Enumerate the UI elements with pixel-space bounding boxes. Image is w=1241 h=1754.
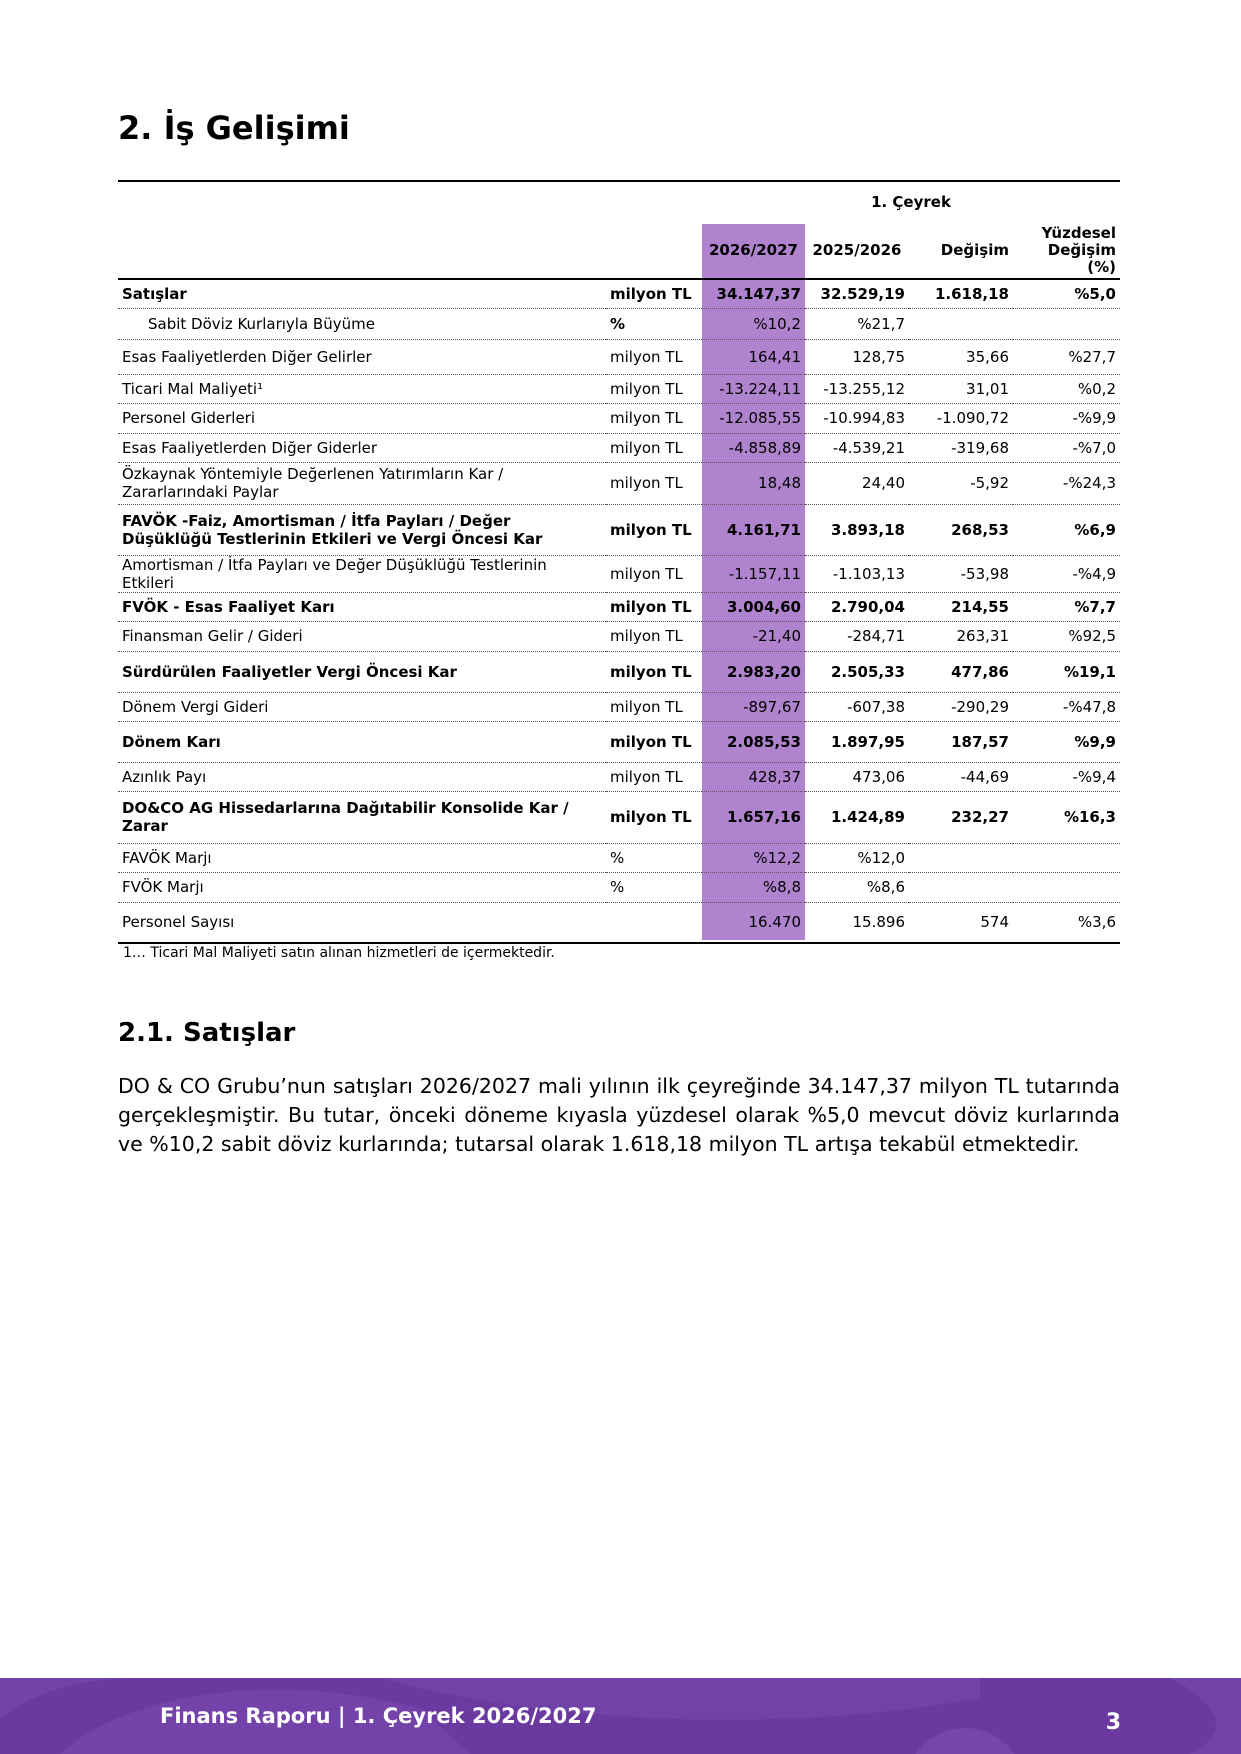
value-previous: 473,06 (852, 767, 905, 786)
row-label: Esas Faaliyetlerden Diğer Giderler (122, 438, 378, 457)
value-previous: -1.103,13 (832, 564, 905, 583)
value-previous: -13.255,12 (823, 379, 905, 398)
row-unit: % (610, 878, 625, 896)
value-percent-change: %19,1 (1063, 662, 1116, 681)
value-previous: 2.505,33 (830, 662, 905, 681)
table-row (118, 791, 1120, 843)
value-percent-change: -%9,4 (1072, 767, 1116, 786)
row-unit: % (610, 848, 625, 867)
row-label: Özkaynak Yöntemiyle Değerlenen Yatırımların Kar / Zararlarındaki Paylar (122, 465, 504, 501)
row-unit: milyon TL (610, 597, 692, 616)
table-row (118, 872, 1120, 902)
value-percent-change: %5,0 (1074, 284, 1116, 303)
value-change: -290,29 (951, 697, 1009, 716)
value-previous: 2.790,04 (830, 597, 905, 616)
row-unit: milyon TL (610, 438, 683, 457)
column-header-change: Değişim (940, 240, 1009, 259)
body-paragraph: DO & CO Grubu’nun satışları 2026/2027 mali yılının ilk çeyreğinde 34.147,37 milyon TL tutarında gerçekleşmiştir. Bu tutar, önceki döneme kıyasla yüzdesel olarak %5,0 mevcut döviz kurlarında ve %10,2 sabit döviz kurlarında; tutarsal olarak 1.618,18 milyon TL artışa tekabül etmektedir. (118, 1074, 1120, 1156)
value-previous: 1.424,89 (830, 808, 905, 826)
row-unit: milyon TL (610, 379, 683, 398)
value-previous: 128,75 (852, 347, 905, 366)
value-current: 16.470 (748, 913, 801, 932)
value-change: 263,31 (956, 627, 1009, 645)
value-previous: -607,38 (847, 697, 905, 716)
row-unit: milyon TL (610, 564, 683, 583)
page-number: 3 (1105, 1710, 1121, 1735)
table-row (118, 339, 1120, 374)
value-change: 232,27 (951, 808, 1009, 826)
value-change: 214,55 (951, 597, 1009, 616)
value-percent-change: -%9,9 (1072, 409, 1116, 427)
row-label: Satışlar (122, 284, 187, 303)
value-current: 1.657,16 (726, 808, 801, 826)
row-unit: milyon TL (610, 808, 692, 826)
row-label: Sabit Döviz Kurlarıyla Büyüme (148, 314, 375, 333)
value-change (909, 843, 1013, 872)
value-percent-change: %27,7 (1068, 347, 1116, 366)
table-body (118, 279, 1120, 943)
value-current: -21,40 (752, 627, 801, 645)
financial-summary-table (118, 180, 1120, 944)
group-header-row (118, 181, 1120, 222)
value-change: 35,66 (966, 347, 1009, 366)
value-current: 428,37 (748, 767, 801, 786)
value-current: 34.147,37 (716, 284, 801, 303)
table-row (118, 433, 1120, 462)
value-previous: 1.897,95 (830, 732, 905, 751)
value-previous: -284,71 (847, 627, 905, 645)
value-percent-change: %3,6 (1077, 913, 1116, 932)
row-label: Ticari Mal Maliyeti¹ (122, 379, 264, 398)
row-label: FVÖK - Esas Faaliyet Karı (122, 597, 335, 616)
row-unit: milyon TL (610, 347, 683, 366)
value-current: 18,48 (758, 474, 801, 492)
value-current: 3.004,60 (726, 597, 801, 616)
row-unit: milyon TL (610, 662, 692, 681)
value-previous: 15.896 (852, 913, 905, 932)
value-current: 2.085,53 (726, 732, 801, 751)
value-change: 268,53 (951, 520, 1009, 539)
row-unit: milyon TL (610, 627, 683, 645)
group-header: 1. Çeyrek (871, 193, 951, 211)
value-percent-change (1013, 872, 1120, 902)
row-label: Finansman Gelir / Gideri (122, 627, 303, 645)
row-label: Dönem Karı (122, 732, 221, 751)
value-percent-change: %92,5 (1068, 627, 1116, 645)
value-current: 4.161,71 (726, 520, 801, 539)
row-label: Dönem Vergi Gideri (122, 697, 269, 716)
value-previous: -10.994,83 (823, 409, 905, 427)
table-row (118, 462, 1120, 504)
value-change: 187,57 (951, 732, 1009, 751)
value-current: %12,2 (753, 848, 801, 867)
table-row (118, 651, 1120, 692)
value-previous: %8,6 (866, 878, 905, 896)
column-header-current: 2026/2027 (709, 240, 798, 259)
row-unit (606, 902, 702, 943)
row-unit: milyon TL (610, 409, 683, 427)
row-unit: % (610, 314, 626, 333)
value-change: -5,92 (970, 474, 1009, 492)
row-label: Esas Faaliyetlerden Diğer Gelirler (122, 347, 372, 366)
row-unit: milyon TL (610, 284, 692, 303)
value-percent-change: %9,9 (1074, 732, 1116, 751)
table-row (118, 308, 1120, 339)
column-header-previous: 2025/2026 (812, 240, 902, 259)
value-change: 477,86 (951, 662, 1009, 681)
table-row (118, 403, 1120, 433)
value-percent-change: %6,9 (1074, 520, 1116, 539)
value-change: -53,98 (960, 564, 1009, 583)
value-current: %10,2 (753, 314, 801, 333)
row-unit: milyon TL (610, 767, 683, 786)
table-row (118, 843, 1120, 872)
value-current: -4.858,89 (728, 438, 801, 457)
table-row (118, 692, 1120, 721)
row-label: FVÖK Marjı (122, 878, 204, 896)
value-change (909, 308, 1013, 339)
value-change (909, 872, 1013, 902)
value-previous: -4.539,21 (832, 438, 905, 457)
table-row (118, 762, 1120, 791)
value-previous: 3.893,18 (830, 520, 905, 539)
value-previous: %12,0 (857, 848, 905, 867)
section-title: 2.1. Satışlar (118, 1018, 296, 1048)
table-row (118, 374, 1120, 403)
table-row (118, 902, 1120, 943)
value-change: -44,69 (960, 767, 1009, 786)
value-change: 1.618,18 (934, 284, 1009, 303)
value-previous: 32.529,19 (820, 284, 905, 303)
value-change: -319,68 (951, 438, 1009, 457)
value-current: -13.224,11 (719, 379, 801, 398)
value-current: %8,8 (762, 878, 801, 896)
value-current: -12.085,55 (719, 409, 801, 427)
table-row (118, 504, 1120, 555)
footer-text: Finans Raporu | 1. Çeyrek 2026/2027 (160, 1704, 597, 1728)
footnote: 1… Ticari Mal Maliyeti satın alınan hizmetleri de içermektedir. (123, 945, 555, 961)
value-percent-change: %7,7 (1074, 597, 1116, 616)
row-label: Personel Sayısı (122, 913, 235, 932)
row-label: FAVÖK Marjı (122, 848, 212, 867)
table-row (118, 721, 1120, 762)
value-percent-change: %16,3 (1063, 808, 1116, 826)
value-previous: 24,40 (862, 474, 905, 492)
value-change: 31,01 (966, 379, 1009, 398)
value-current: 2.983,20 (726, 662, 801, 681)
value-percent-change: -%24,3 (1062, 474, 1116, 492)
row-label: Personel Giderleri (122, 409, 256, 427)
value-percent-change: -%7,0 (1072, 438, 1116, 457)
value-previous: %21,7 (857, 314, 905, 333)
value-current: 164,41 (748, 347, 801, 366)
row-label: FAVÖK -Faiz, Amortisman / İtfa Payları / Değer Düşüklüğü Testlerinin Etkileri ve Vergi Öncesi Kar (122, 511, 543, 548)
financial-table-container (118, 180, 1120, 944)
column-header-percent-change: Yüzdesel Değişim (%) (1041, 223, 1116, 276)
value-change: 574 (980, 913, 1009, 932)
row-unit: milyon TL (610, 732, 692, 751)
table-row (118, 621, 1120, 651)
value-percent-change: -%47,8 (1062, 697, 1116, 716)
value-change: -1.090,72 (936, 409, 1009, 427)
value-percent-change (1013, 843, 1120, 872)
row-unit: milyon TL (610, 474, 683, 492)
row-label: Amortisman / İtfa Payları ve Değer Düşüklüğü Testlerinin Etkileri (122, 555, 547, 592)
row-label: DO&CO AG Hissedarlarına Dağıtabilir Konsolide Kar / Zarar (122, 799, 569, 835)
row-label: Azınlık Payı (122, 767, 207, 786)
table-row (118, 592, 1120, 621)
value-current: -1.157,11 (728, 564, 801, 583)
table-row (118, 555, 1120, 592)
row-unit: milyon TL (610, 697, 683, 716)
value-percent-change: %0,2 (1077, 379, 1116, 398)
page-title: 2. İş Gelişimi (118, 109, 350, 147)
column-header-row (118, 222, 1120, 279)
table-row (118, 279, 1120, 308)
footer-band (0, 1678, 1241, 1754)
value-current: -897,67 (743, 697, 801, 716)
value-percent-change: -%4,9 (1072, 564, 1116, 583)
row-label: Sürdürülen Faaliyetler Vergi Öncesi Kar (122, 662, 457, 681)
value-percent-change (1013, 308, 1120, 339)
row-unit: milyon TL (610, 520, 692, 539)
